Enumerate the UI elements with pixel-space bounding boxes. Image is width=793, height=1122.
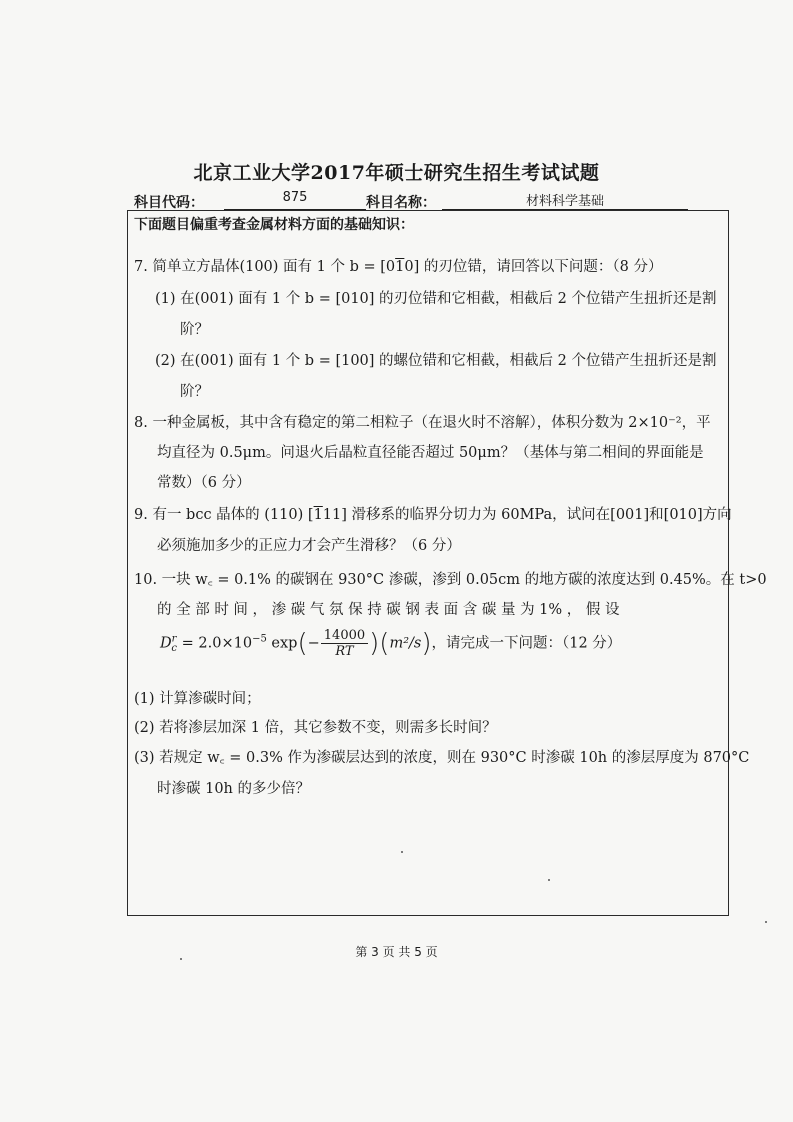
subject-name-label: 科目名称： <box>366 195 436 211</box>
formula-minus: − <box>307 635 320 652</box>
q10-sub3-line2: 时渗碳 10h 的多少倍？ <box>157 781 311 797</box>
q9-line1-bar: 1 <box>313 507 323 523</box>
formula-denominator: RT <box>335 644 354 659</box>
q7-stem-end: 0] 的刃位错，请回答以下问题：（8 分） <box>404 259 663 275</box>
q9-line2: 必须施加多少的正应力才会产生滑移？（6 分） <box>157 538 461 554</box>
q10-diffusion-formula <box>160 628 621 668</box>
formula-paren-close: ) <box>369 628 380 659</box>
formula-tail: ，请完成一下问题：（12 分） <box>431 635 622 652</box>
scan-speck <box>401 851 403 853</box>
formula-exponent: −5 <box>252 633 267 645</box>
q10-line2: 的 全 部 时 间 ， 渗 碳 气 氛 保 持 碳 钢 表 面 含 碳 量 为 1% ， 假 设 <box>157 602 620 618</box>
q7-stem-bar: 1 <box>395 259 405 275</box>
q7-stem <box>134 255 662 276</box>
formula-coefficient: = 2.0×10 <box>177 635 253 652</box>
formula-unit-paren-open: ( <box>379 628 390 659</box>
q7-part1-line1: (1) 在(001) 面有 1 个 b = [010] 的刃位错和它相截，相截后 2 个位错产生扭折还是割 <box>155 291 717 307</box>
page-footer: 第 3 页 共 5 页 <box>355 945 438 959</box>
scan-speck <box>765 921 767 923</box>
q7-part2-line1: (2) 在(001) 面有 1 个 b = [100] 的螺位错和它相截，相截后 2 个位错产生扭折还是割 <box>155 353 717 369</box>
q8-line2: 均直径为 0.5μm。问退火后晶粒直径能否超过 50μm？（基体与第二相间的界面能是 <box>157 445 704 461</box>
q10-sub1: (1) 计算渗碳时间； <box>134 691 261 707</box>
formula-d-sub: c <box>171 643 178 655</box>
formula-numerator: 14000 <box>321 628 368 644</box>
question-box <box>127 210 729 916</box>
scan-speck <box>548 879 550 881</box>
q10-sub3-line1: (3) 若规定 w꜀ = 0.3% 作为渗碳层达到的浓度，则在 930°C 时渗碳 10h 的渗层厚度为 870°C <box>134 750 750 766</box>
q7-part1-line2: 阶？ <box>180 322 209 338</box>
formula-unit-paren-close: ) <box>421 628 432 659</box>
formula-exp: exp <box>266 635 298 652</box>
formula-d-symbol: D <box>160 635 172 652</box>
q9-line1-end: 11] 滑移系的临界分切力为 60MPa，试问在[001]和[010]方向 <box>322 507 732 523</box>
q7-part2-line2: 阶？ <box>180 384 209 400</box>
intro-text: 下面题目偏重考查金属材料方面的基础知识： <box>134 217 414 233</box>
q10-sub2: (2) 若将渗层加深 1 倍，其它参数不变，则需多长时间？ <box>134 720 497 736</box>
formula-d-sup: r <box>171 633 177 645</box>
q9-line1-start: 9. 有一 bcc 晶体的 (110) [ <box>134 507 314 523</box>
subject-row <box>132 190 732 212</box>
formula-unit: m²/s <box>389 635 422 652</box>
exam-title: 北京工业大学2017年硕士研究生招生考试试题 <box>193 162 600 184</box>
q8-line3: 常数）（6 分） <box>157 475 251 491</box>
q7-stem-start: 7. 简单立方晶体(100) 面有 1 个 b = [0 <box>134 259 396 275</box>
subject-name-value: 材料科学基础 <box>442 190 688 210</box>
q10-line1: 10. 一块 w꜀ = 0.1% 的碳钢在 930°C 渗碳，渗到 0.05cm 的地方碳的浓度达到 0.45%。在 t>0 <box>134 572 767 588</box>
scan-speck <box>180 958 182 960</box>
subject-code-value: 875 <box>224 190 366 210</box>
formula-fraction <box>321 628 368 659</box>
subject-code-label: 科目代码： <box>134 195 204 211</box>
q9-line1 <box>134 503 732 524</box>
q8-line1: 8. 一种金属板，其中含有稳定的第二相粒子（在退火时不溶解），体积分数为 2×10⁻²，平 <box>134 415 711 431</box>
formula-paren-open: ( <box>297 628 308 659</box>
